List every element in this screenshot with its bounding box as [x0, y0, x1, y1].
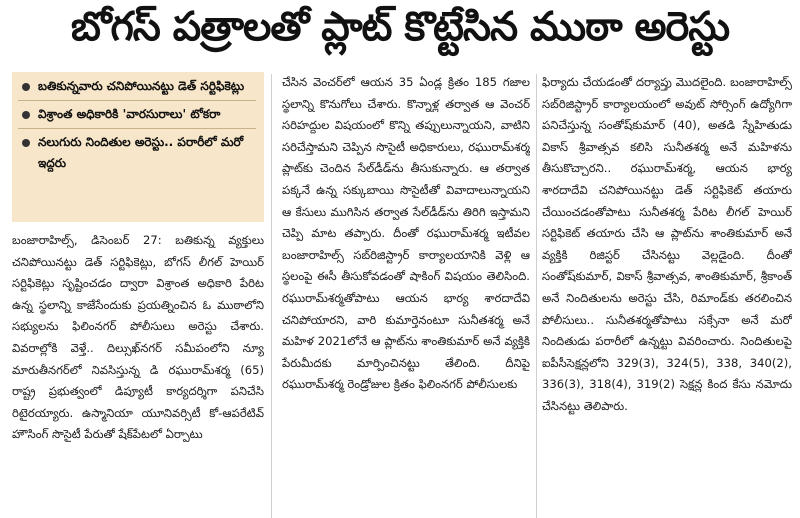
- highlight-item: [18, 76, 256, 97]
- highlight-text: బతికున్నవారు చనిపోయినట్టు డెత్ సర్టిఫికెట్లు: [38, 79, 245, 93]
- column-divider: [536, 74, 537, 518]
- article-paragraph: ఫిర్యాదు చేయడంతో దర్యాప్తు మొదలైంది. బంజారాహిల్స్ సబ్‌రిజిస్ట్రార్ కార్యాలయంలో అవుట్ సోర్సింగ్ ఉద్యోగిగా పనిచేస్తున్న సంతోష్‌కుమార్ (40), అతడి స్నేహితుడు వికాస్ శ్రీవాత్సవ కలిసి సునీతశర్మ అనే మహిళను తీసుకొచ్చారని.. రఘురామ్‌శర్మ, ఆయన భార్య శారదాదేవి చనిపోయినట్టు డెత్ సర్టిఫికెట్ తయారు చేయించడంతోపాటు సునీతశర్మ పేరిట లీగల్ హెయిర్ సర్టిఫికెట్ తయారు చేసి ఆ ప్లాట్‌ను శాంతికుమార్ అనే వ్యక్తికి రిజిస్టర్ చేసినట్టు వెల్లడైంది. దీంతో సంతోష్‌కుమార్, వికాస్ శ్రీవాత్సవ, శాంతికుమార్, శ్రీకాంత్ అనే నిందితులను అరెస్టు చేసి, రిమాండ్‌కు తరలించిన పోలీసులు.. సునీతశర్మతోపాటు సక్సేనా అనే మరో నిందితుడు పరారీలో ఉన్నట్టు వివరించారు. నిందితులపై ఐపీసీసెక్షన్లలోని 329(3), 324(5), 338, 340(2), 336(3), 318(4), 319(2) సెక్షన్ల కింద కేసు నమోదు చేసినట్టు తెలిపారు.: [542, 75, 792, 413]
- highlight-item: [18, 104, 256, 125]
- highlight-text: నలుగురు నిందితుల అరెస్టు.. పరారీలో మరో ఇద్దరు: [38, 135, 244, 170]
- bullet-icon: [22, 111, 30, 119]
- article-column-3: [542, 72, 792, 518]
- highlight-text: విశ్రాంత అధికారికి 'వారసురాలు' టోకరా: [38, 107, 221, 121]
- article-column-1: [12, 230, 264, 518]
- article-paragraph: చేసిన వెంచర్‌లో ఆయన 35 ఏండ్ల క్రితం 185 గజాల స్థలాన్ని కొనుగోలు చేశారు. కొన్నాళ్ల తర్వాత ఆ వెంచర్ సరిహద్దుల విషయంలో కొన్ని తప్పులున్నాయని, వాటిని సరిచేస్తామని చెప్పిన సొసైటీ అధికారులు, రఘురామ్‌శర్మ ప్లాట్‌కు చెందిన సేల్‌డీడ్‌ను తీసుకున్నారు. ఆ తర్వాత పక్కనే ఉన్న సక్కుబాయి సొసైటీతో వివాదాలున్నాయని ఆ కేసులు ముగిసిన తర్వాత సేల్‌డీడ్‌ను తిరిగి ఇస్తామని చెప్పి మాట తప్పారు. దీంతో రఘురామ్‌శర్మ ఇటీవల బంజారాహిల్స్ సబ్‌రిజిస్ట్రార్ కార్యాలయానికి వెళ్లి ఆ స్థలంపై ఈసీ తీసుకోవడంతో షాకింగ్ విషయం తెలిసింది. రఘురామ్‌శర్మతోపాటు ఆయన భార్య శారదాదేవి చనిపోయారని, వారి కుమార్తెనంటూ సునీతశర్మ అనే మహిళ 2021లోనే ఆ ప్లాట్‌ను శాంతికుమార్ అనే వ్యక్తికి పేరుమీదకు మార్పించినట్టు తేలింది. దీనిపై రఘురామ్‌శర్మ రెండ్రోజుల క్రితం ఫిలింనగర్ పోలీసులకు: [282, 75, 530, 392]
- bullet-icon: [22, 83, 30, 91]
- bullet-icon: [22, 139, 30, 147]
- highlight-divider: [18, 128, 256, 129]
- highlight-divider: [18, 100, 256, 101]
- article-column-2: [282, 72, 530, 518]
- column-divider: [271, 74, 272, 518]
- article-paragraph: బంజారాహిల్స్, డిసెంబర్ 27: బతికున్న వ్యక్తులు చనిపోయినట్టు డెత్ సర్టిఫికెట్లు, బోగస్ లీగల్ హెయిర్ సర్టిఫికెట్లు సృష్టించడం ద్వారా విశ్రాంత అధికారి పేరిట ఉన్న స్థలాన్ని కాజేసేందుకు ప్రయత్నించిన ఓ ముఠాలోని సభ్యులను ఫిలింనగర్ పోలీసులు అరెస్టు చేశారు. వివరాల్లోకి వెళ్తే.. దిల్సుఖ్‌నగర్ సమీపంలోని న్యూ మారుతీనగర్‌లో నివసిస్తున్న డి రఘురామ్‌శర్మ (65) రాష్ట్ర ప్రభుత్వంలో డిప్యూటీ కార్యదర్శిగా పనిచేసి రిటైరయ్యారు. ఉస్మానియా యూనివర్సిటీ కో-ఆపరేటివ్ హౌసింగ్ సొసైటీ పేరుతో షేక్‌పేటలో ఏర్పాటు: [12, 233, 264, 442]
- highlight-item: [18, 132, 256, 174]
- highlights-box: [12, 72, 264, 222]
- headline: బోగస్ పత్రాలతో ప్లాట్ కొట్టేసిన ముఠా అరెస్టు: [70, 4, 730, 50]
